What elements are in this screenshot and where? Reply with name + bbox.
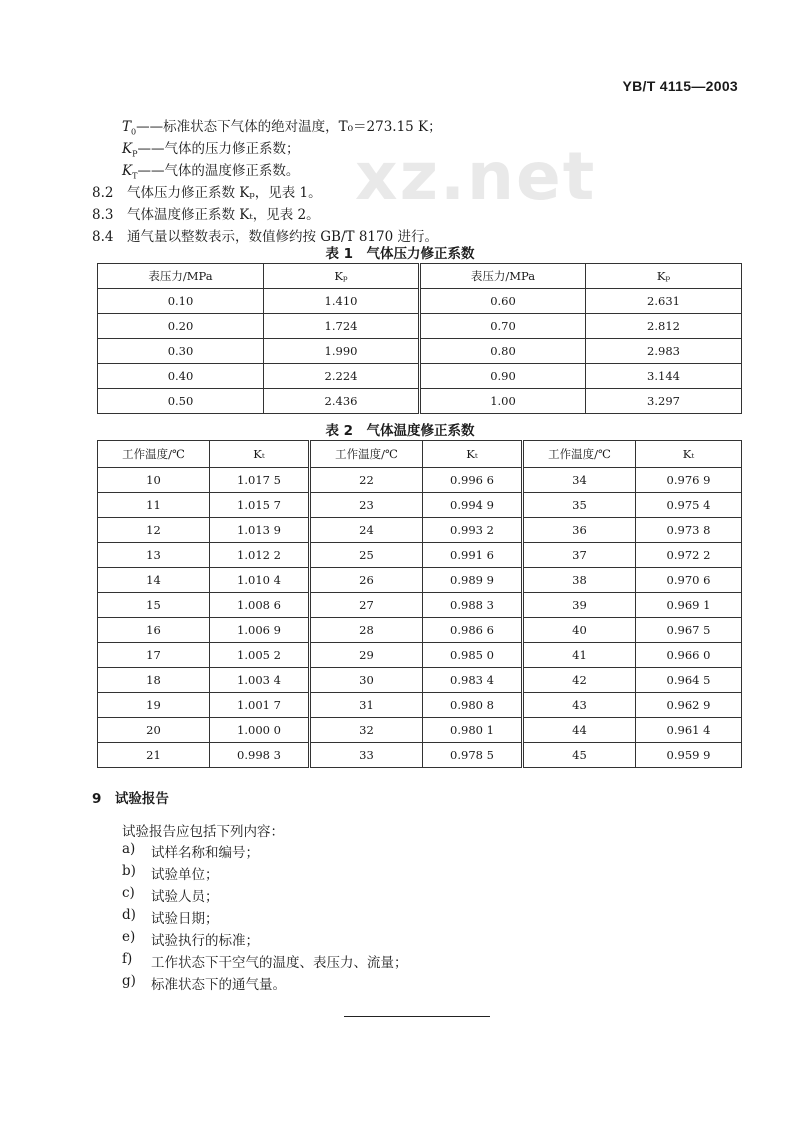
list-item-label: e) [122,929,136,945]
table1-caption: 表 1 气体压力修正系数 [325,246,475,262]
table2-cell: 18 [98,668,210,693]
table2-cell: 1.006 9 [210,618,310,643]
table2-header-cell: Kₜ [423,441,523,468]
table2-cell: 0.989 9 [423,568,523,593]
watermark: xz.net [355,138,597,215]
table1-header-cell: 表压力/MPa [420,264,586,289]
section9-heading [92,787,169,807]
table1-cell: 1.00 [420,389,586,414]
table2-cell: 1.010 4 [210,568,310,593]
definition-text: ——气体的压力修正系数； [137,141,300,157]
section-number: 9 [92,791,102,807]
clause-text: 气体温度修正系数 Kₜ，见表 2。 [126,207,320,223]
table2-cell: 0.985 0 [423,643,523,668]
section-title: 试验报告 [114,791,169,807]
table2-cell: 1.008 6 [210,593,310,618]
table2-cell: 28 [310,618,423,643]
table2-cell: 22 [310,468,423,493]
table2-cell: 13 [98,543,210,568]
table1-cell: 3.144 [586,364,742,389]
clause-number: 8.2 [92,185,114,201]
clause-number: 8.4 [92,229,114,245]
table2-cell: 33 [310,743,423,768]
table2-cell: 0.996 6 [423,468,523,493]
definition-value: T₀＝273.15 K； [338,119,442,135]
table2-cell: 0.980 8 [423,693,523,718]
table2-row [98,693,742,718]
table2-cell: 0.970 6 [636,568,742,593]
list-item-text: 试验人员； [151,889,219,905]
table1-cell: 2.812 [586,314,742,339]
table2-cell: 0.969 1 [636,593,742,618]
table1-row [98,364,742,389]
table2-cell: 0.993 2 [423,518,523,543]
table1-body [98,289,742,414]
table2-row [98,743,742,768]
table1-row [98,289,742,314]
list-item-label: g) [122,973,136,989]
table2-cell: 40 [523,618,636,643]
table2-cell: 0.998 3 [210,743,310,768]
table2-cell: 24 [310,518,423,543]
table2-row [98,643,742,668]
table2-cell: 21 [98,743,210,768]
symbol: K [122,163,133,179]
table1-row [98,339,742,364]
table2-cell: 31 [310,693,423,718]
definition-text: ——气体的温度修正系数。 [137,163,300,179]
table2-cell: 20 [98,718,210,743]
list-item-label: a) [122,841,136,857]
table2-cell: 1.012 2 [210,543,310,568]
table2-header-cell: 工作温度/℃ [98,441,210,468]
table2-cell: 0.988 3 [423,593,523,618]
table2-cell: 14 [98,568,210,593]
table2-cell: 38 [523,568,636,593]
standard-number: YB/T 4115—2003 [622,78,738,94]
table1-cell: 2.983 [586,339,742,364]
list-item-label: d) [122,907,136,923]
table2-body [98,468,742,768]
table2-cell: 0.994 9 [423,493,523,518]
table1-row [98,314,742,339]
table2-cell: 1.003 4 [210,668,310,693]
table1-cell: 0.20 [98,314,264,339]
definition-text: ——标准状态下气体的绝对温度， [136,119,339,135]
table1-cell: 0.10 [98,289,264,314]
table1-cell: 0.80 [420,339,586,364]
list-item-label: b) [122,863,136,879]
table2-cell: 29 [310,643,423,668]
table2-row [98,493,742,518]
table2-cell: 44 [523,718,636,743]
symbol: K [122,141,133,157]
table2-cell: 34 [523,468,636,493]
table2-cell: 37 [523,543,636,568]
table2-header-cell: Kₜ [636,441,742,468]
definition-t0 [122,115,442,137]
list-item-text: 标准状态下的通气量。 [151,977,286,993]
table2-header-cell: Kₜ [210,441,310,468]
symbol-sub: T [132,171,138,181]
table2-cell: 19 [98,693,210,718]
table2-cell: 23 [310,493,423,518]
list-item-label: f) [122,951,133,967]
table2-cell: 0.975 4 [636,493,742,518]
table2-header-row [98,441,742,468]
table2-row [98,618,742,643]
clause-text: 气体压力修正系数 Kₚ，见表 1。 [126,185,322,201]
table1-cell: 2.436 [264,389,420,414]
table2-cell: 43 [523,693,636,718]
table2-cell: 16 [98,618,210,643]
table2-header-cell: 工作温度/℃ [523,441,636,468]
list-item-text: 试验执行的标准； [151,933,259,949]
table1-header-cell: 表压力/MPa [98,264,264,289]
list-item-text: 工作状态下干空气的温度、表压力、流量； [151,955,408,971]
table1-cell: 0.40 [98,364,264,389]
symbol: T [122,119,132,135]
table2-cell: 0.967 5 [636,618,742,643]
table1-header-row [98,264,742,289]
definition-kt [122,159,299,181]
table2-row [98,593,742,618]
table2-cell: 45 [523,743,636,768]
table2-cell: 27 [310,593,423,618]
table1-cell: 0.50 [98,389,264,414]
table2-row [98,568,742,593]
table2-cell: 1.000 0 [210,718,310,743]
table2-cell: 0.959 9 [636,743,742,768]
table1 [97,263,742,414]
table2-cell: 0.964 5 [636,668,742,693]
list-item-label: c) [122,885,135,901]
table1-cell: 1.990 [264,339,420,364]
clause-number: 8.3 [92,207,114,223]
table2-cell: 25 [310,543,423,568]
table2 [97,440,742,768]
table2-cell: 0.976 9 [636,468,742,493]
table2-cell: 0.991 6 [423,543,523,568]
table1-cell: 0.30 [98,339,264,364]
list-item-text: 试验单位； [151,867,219,883]
table2-cell: 0.986 6 [423,618,523,643]
table2-cell: 15 [98,593,210,618]
table2-cell: 1.001 7 [210,693,310,718]
table2-cell: 0.983 4 [423,668,523,693]
table2-row [98,543,742,568]
table2-cell: 1.017 5 [210,468,310,493]
table2-caption: 表 2 气体温度修正系数 [325,423,475,439]
table2-cell: 1.005 2 [210,643,310,668]
table1-cell: 2.631 [586,289,742,314]
table2-cell: 35 [523,493,636,518]
list-item-text: 试样名称和编号； [151,845,259,861]
table1-cell: 0.90 [420,364,586,389]
table2-row [98,468,742,493]
clause-text: 通气量以整数表示，数值修约按 GB/T 8170 进行。 [126,229,438,245]
table2-cell: 1.013 9 [210,518,310,543]
symbol-sub: 0 [131,127,137,137]
table2-cell: 0.966 0 [636,643,742,668]
table2-header-cell: 工作温度/℃ [310,441,423,468]
table2-row [98,518,742,543]
clause-8-2 [92,181,322,201]
table2-cell: 30 [310,668,423,693]
table2-cell: 0.972 2 [636,543,742,568]
table2-cell: 0.980 1 [423,718,523,743]
table1-header-cell: Kₚ [264,264,420,289]
table2-cell: 0.961 4 [636,718,742,743]
table2-cell: 1.015 7 [210,493,310,518]
table2-cell: 32 [310,718,423,743]
table2-cell: 42 [523,668,636,693]
table2-cell: 12 [98,518,210,543]
table1-row [98,389,742,414]
table2-cell: 0.962 9 [636,693,742,718]
table2-cell: 26 [310,568,423,593]
table2-cell: 39 [523,593,636,618]
table2-cell: 17 [98,643,210,668]
table1-cell: 1.724 [264,314,420,339]
section9-intro: 试验报告应包括下列内容： [122,824,284,840]
table2-cell: 36 [523,518,636,543]
table2-cell: 10 [98,468,210,493]
table2-cell: 0.978 5 [423,743,523,768]
table1-cell: 2.224 [264,364,420,389]
symbol-sub: P [132,149,138,159]
table1-cell: 3.297 [586,389,742,414]
table2-row [98,718,742,743]
table1-header-cell: Kₚ [586,264,742,289]
table1-cell: 0.60 [420,289,586,314]
table1-cell: 1.410 [264,289,420,314]
definition-kp [122,137,299,159]
table2-cell: 41 [523,643,636,668]
end-rule [344,1016,490,1017]
list-item-text: 试验日期； [151,911,219,927]
table2-cell: 0.973 8 [636,518,742,543]
table1-cell: 0.70 [420,314,586,339]
clause-8-3 [92,203,320,223]
table2-row [98,668,742,693]
table2-cell: 11 [98,493,210,518]
